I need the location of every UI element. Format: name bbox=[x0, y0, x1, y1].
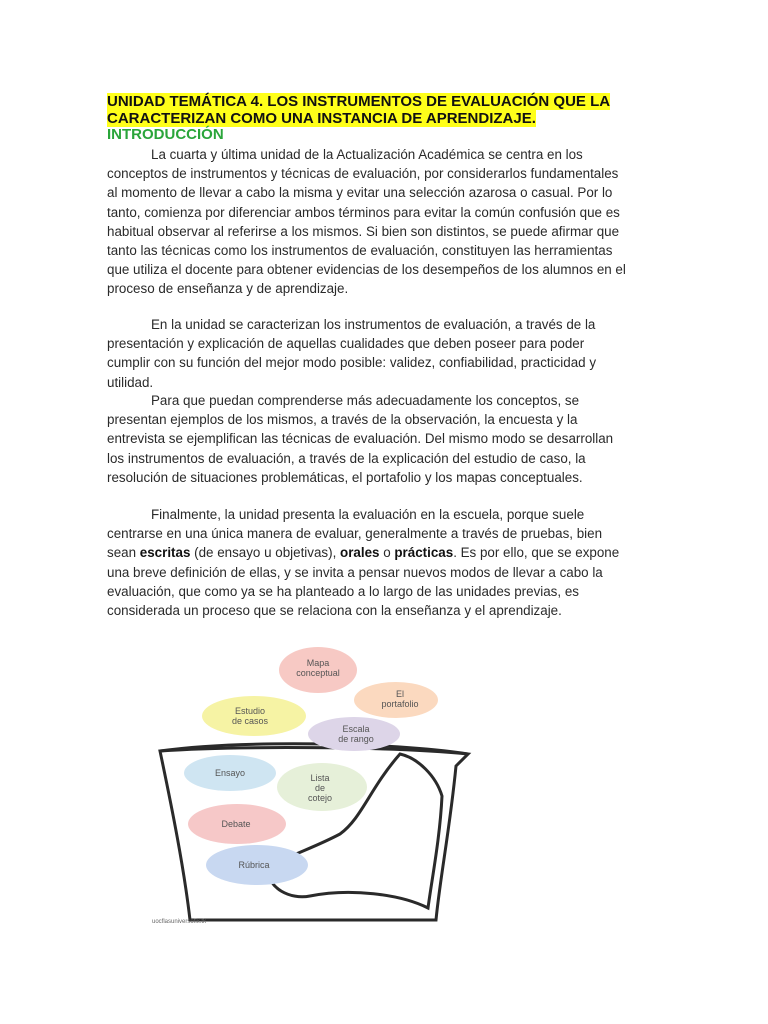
paragraph-4-text-c: o bbox=[379, 545, 395, 561]
label-escala-line2: de rango bbox=[338, 734, 374, 744]
paragraph-3-text: Para que puedan comprenderse más adecuadamente los conceptos, se presentan ejemplos de los mismos, a través de la observación, la encuesta y la entrevista se ejemplifican las técnicas de evaluación. Del mismo modo se desarrollan los instrumentos de evaluación, a través de la explicación del estudio de caso, la resolución de situaciones problemáticas, el portafolio y los mapas conceptuales. bbox=[107, 393, 614, 485]
paragraph-1 bbox=[107, 145, 631, 299]
label-estudio-line1: Estudio bbox=[234, 706, 266, 716]
label-lista-line1: Lista bbox=[310, 773, 330, 783]
label-mapa-line1: Mapa bbox=[306, 658, 330, 668]
label-lista-line3: cotejo bbox=[307, 793, 333, 803]
bold-orales: orales bbox=[340, 545, 380, 561]
label-rubrica: Rúbrica bbox=[238, 860, 270, 870]
paragraph-4-text-d: . Es por ello, que se expone una breve definición de ellas, y se invita a pensar nuevos modos de llevar a cabo la evaluación, que como ya se ha planteado a lo largo de las unidades previas, es considerada un proceso que se relaciona con la enseñanza y el aprendizaje. bbox=[107, 545, 620, 619]
label-debate: Debate bbox=[221, 819, 251, 829]
unit-title-highlight: UNIDAD TEMÁTICA 4. LOS INSTRUMENTOS DE EVALUACIÓN QUE LA CARACTERIZAN COMO UNA INSTANCIA DE APRENDIZAJE. bbox=[107, 93, 611, 127]
image-credit: uocflasuniversofix.tk bbox=[152, 919, 207, 925]
paragraph-4-text-b: (de ensayo u objetivas), bbox=[190, 545, 341, 561]
instruments-illustration-svg bbox=[150, 638, 480, 934]
label-escala-line1: Escala bbox=[342, 724, 370, 734]
paragraph-2-text: En la unidad se caracterizan los instrumentos de evaluación, a través de la presentación y explicación de aquellas cualidades que deben poseer para poder cumplir con su función del mejor modo posible: validez, confiabilidad, practicidad y utilidad. bbox=[107, 317, 597, 390]
paragraph-1-text: La cuarta y última unidad de la Actualización Académica se centra en los conceptos de instrumentos y técnicas de evaluación, por considerarlos fundamentales al momento de llevar a cabo la misma y evitar una selección azarosa o casual. Por lo tanto, comienza por diferenciar ambos términos para evitar la común confusión que es habitual observar al referirse a los mismos. Si bien son distintos, se puede afirmar que tanto las técnicas como los instrumentos de evaluación, constituyen las herramientas que utiliza el docente para obtener evidencias de los desempeños de los alumnos en el proceso de enseñanza y de aprendizaje. bbox=[107, 147, 626, 297]
bold-practicas: prácticas bbox=[394, 545, 454, 561]
label-portafolio-line2: portafolio bbox=[381, 699, 419, 709]
label-estudio-line2: de casos bbox=[231, 716, 269, 726]
paragraph-4 bbox=[107, 505, 631, 620]
instruments-illustration bbox=[150, 638, 480, 934]
label-lista-line2: de bbox=[314, 783, 326, 793]
label-portafolio-line1: El bbox=[395, 689, 405, 699]
bold-escritas: escritas bbox=[139, 545, 191, 561]
paragraph-4-text-a: Finalmente, la unidad presenta la evaluación en la escuela, porque suele centrarse en una única manera de evaluar, generalmente a través de pruebas, bien sean bbox=[107, 507, 603, 561]
label-mapa-line2: conceptual bbox=[296, 668, 340, 678]
label-ensayo: Ensayo bbox=[214, 768, 246, 778]
paragraph-3 bbox=[107, 391, 631, 487]
intro-heading: INTRODUCCIÓN bbox=[107, 126, 224, 143]
paragraph-2 bbox=[107, 315, 631, 392]
unit-title bbox=[107, 93, 627, 127]
